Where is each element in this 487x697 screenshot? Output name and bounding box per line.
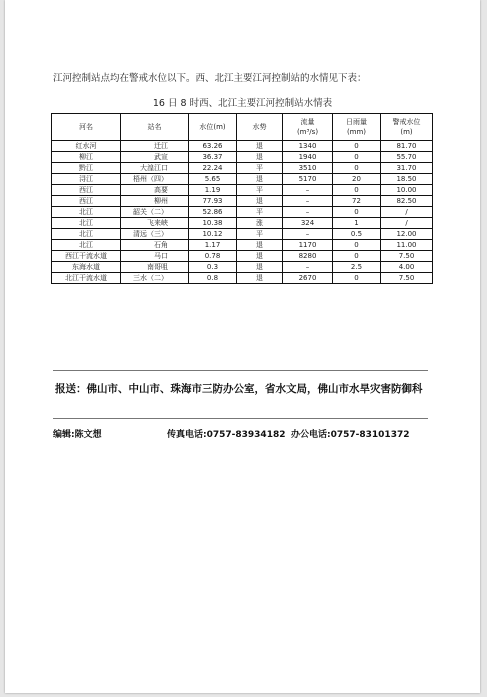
cell-flow: 324 — [283, 218, 333, 229]
table-row — [52, 185, 433, 196]
cell-station: 清远（三） — [121, 229, 189, 240]
cell-level: 1.19 — [189, 185, 237, 196]
cell-trend: 退 — [237, 273, 283, 284]
cell-river: 红水河 — [52, 141, 121, 152]
table-row — [52, 262, 433, 273]
cell-station: 柳州 — [121, 196, 189, 207]
cell-station: 大湟江口 — [121, 163, 189, 174]
cell-river: 北江 — [52, 207, 121, 218]
cell-level: 22.24 — [189, 163, 237, 174]
table-row — [52, 273, 433, 284]
cell-flow: 8280 — [283, 251, 333, 262]
cell-river: 西江 — [52, 196, 121, 207]
cell-warn: 7.50 — [381, 273, 433, 284]
cell-river: 北江干流水道 — [52, 273, 121, 284]
cell-trend: 退 — [237, 141, 283, 152]
cell-warn: 4.00 — [381, 262, 433, 273]
cell-warn: 55.70 — [381, 152, 433, 163]
cell-level: 77.93 — [189, 196, 237, 207]
cell-rain: 0 — [333, 240, 381, 251]
cell-rain: 0 — [333, 185, 381, 196]
cell-flow: – — [283, 229, 333, 240]
cell-river: 浔江 — [52, 174, 121, 185]
cell-trend: 平 — [237, 163, 283, 174]
cell-river: 柳江 — [52, 152, 121, 163]
cell-rain: 2.5 — [333, 262, 381, 273]
footer-office-phone: 办公电话:0757-83101372 — [291, 430, 410, 440]
report-recipients: 报送：佛山市、中山市、珠海市三防办公室，省水文局，佛山市水旱灾害防御科 — [55, 383, 423, 395]
footer-fax: 传真电话:0757-83934182 — [167, 430, 286, 440]
cell-level: 1.17 — [189, 240, 237, 251]
cell-rain: 0 — [333, 251, 381, 262]
cell-station: 武宣 — [121, 152, 189, 163]
table-row — [52, 240, 433, 251]
table-row — [52, 152, 433, 163]
water-regime-table — [51, 113, 433, 284]
cell-level: 0.8 — [189, 273, 237, 284]
header-flow: 流量 (m³/s) — [283, 114, 333, 141]
table-row — [52, 141, 433, 152]
cell-trend: 退 — [237, 174, 283, 185]
cell-level: 63.26 — [189, 141, 237, 152]
cell-warn: 12.00 — [381, 229, 433, 240]
cell-warn: 11.00 — [381, 240, 433, 251]
cell-level: 5.65 — [189, 174, 237, 185]
cell-trend: 退 — [237, 152, 283, 163]
cell-rain: 72 — [333, 196, 381, 207]
cell-river: 北江 — [52, 240, 121, 251]
cell-warn: 31.70 — [381, 163, 433, 174]
cell-river: 西江干流水道 — [52, 251, 121, 262]
cell-station: 梧州（四） — [121, 174, 189, 185]
cell-station: 飞来峡 — [121, 218, 189, 229]
header-rain: 日雨量 (mm) — [333, 114, 381, 141]
cell-flow: – — [283, 207, 333, 218]
header-warning-level: 警戒水位 (m) — [381, 114, 433, 141]
cell-station: 南哥咀 — [121, 262, 189, 273]
cell-rain: 20 — [333, 174, 381, 185]
cell-rain: 0 — [333, 141, 381, 152]
cell-flow: 1940 — [283, 152, 333, 163]
cell-flow: 1170 — [283, 240, 333, 251]
cell-trend: 平 — [237, 207, 283, 218]
table-row — [52, 207, 433, 218]
cell-flow: 1340 — [283, 141, 333, 152]
cell-trend: 平 — [237, 229, 283, 240]
table-row — [52, 163, 433, 174]
document-page — [5, 0, 480, 693]
cell-warn: 18.50 — [381, 174, 433, 185]
cell-trend: 退 — [237, 196, 283, 207]
cell-warn: 10.00 — [381, 185, 433, 196]
cell-flow: – — [283, 185, 333, 196]
cell-level: 0.78 — [189, 251, 237, 262]
cell-warn: 7.50 — [381, 251, 433, 262]
cell-station: 石角 — [121, 240, 189, 251]
cell-flow: 3510 — [283, 163, 333, 174]
cell-level: 0.3 — [189, 262, 237, 273]
header-level: 水位(m) — [189, 114, 237, 141]
cell-station: 韶关（二） — [121, 207, 189, 218]
table-header-row — [52, 114, 433, 141]
table-row — [52, 229, 433, 240]
cell-warn: / — [381, 218, 433, 229]
cell-warn: / — [381, 207, 433, 218]
footer-editor: 编辑:陈文想 — [53, 430, 102, 440]
cell-rain: 0 — [333, 207, 381, 218]
cell-river: 北江 — [52, 229, 121, 240]
cell-level: 36.37 — [189, 152, 237, 163]
header-trend: 水势 — [237, 114, 283, 141]
cell-level: 10.12 — [189, 229, 237, 240]
cell-trend: 退 — [237, 240, 283, 251]
cell-station: 马口 — [121, 251, 189, 262]
cell-flow: 2670 — [283, 273, 333, 284]
cell-rain: 0.5 — [333, 229, 381, 240]
cell-rain: 1 — [333, 218, 381, 229]
cell-station: 高要 — [121, 185, 189, 196]
cell-trend: 平 — [237, 185, 283, 196]
table-title: 16 日 8 时西、北江主要江河控制站水情表 — [152, 98, 333, 109]
divider-bottom — [53, 418, 428, 419]
cell-rain: 0 — [333, 273, 381, 284]
header-river: 河名 — [52, 114, 121, 141]
cell-station: 三水（二） — [121, 273, 189, 284]
cell-flow: – — [283, 196, 333, 207]
intro-text: 江河控制站点均在警戒水位以下。西、北江主要江河控制站的水情见下表： — [53, 73, 367, 84]
table-row — [52, 251, 433, 262]
cell-flow: 5170 — [283, 174, 333, 185]
cell-river: 黔江 — [52, 163, 121, 174]
header-station: 站名 — [121, 114, 189, 141]
cell-river: 东海水道 — [52, 262, 121, 273]
cell-flow: – — [283, 262, 333, 273]
cell-rain: 0 — [333, 152, 381, 163]
table-row — [52, 174, 433, 185]
cell-river: 西江 — [52, 185, 121, 196]
cell-warn: 82.50 — [381, 196, 433, 207]
cell-warn: 81.70 — [381, 141, 433, 152]
cell-level: 52.86 — [189, 207, 237, 218]
cell-level: 10.38 — [189, 218, 237, 229]
divider-top — [53, 370, 428, 371]
cell-trend: 退 — [237, 262, 283, 273]
cell-trend: 退 — [237, 251, 283, 262]
table-row — [52, 196, 433, 207]
cell-rain: 0 — [333, 163, 381, 174]
table-row — [52, 218, 433, 229]
cell-trend: 涨 — [237, 218, 283, 229]
cell-station: 迁江 — [121, 141, 189, 152]
cell-river: 北江 — [52, 218, 121, 229]
